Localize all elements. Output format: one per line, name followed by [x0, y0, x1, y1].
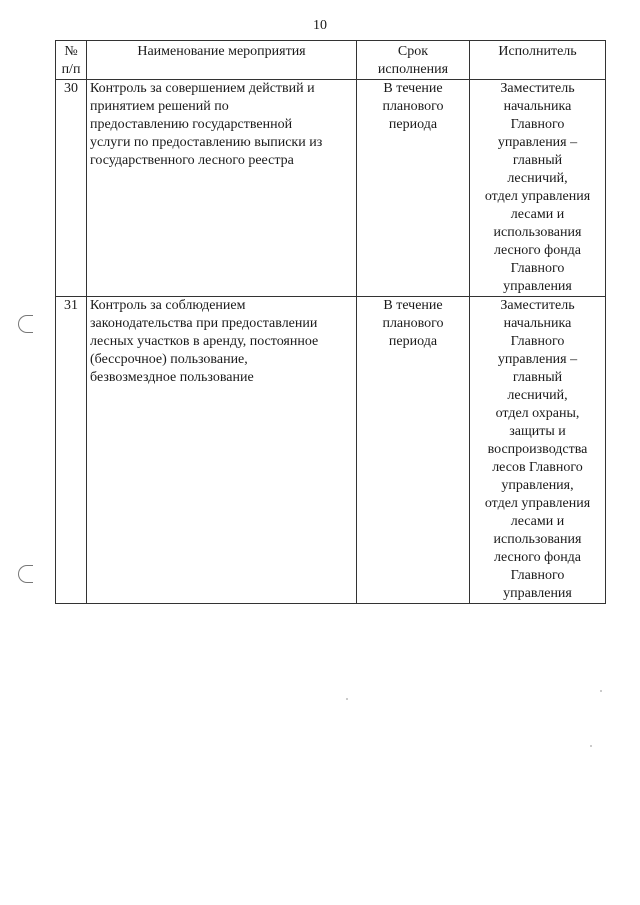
activity-name [87, 297, 357, 604]
activity-executor-line: лесного фонда [493, 243, 582, 258]
activity-name-line: предоставлению государственной [90, 117, 293, 132]
table-header-row [56, 41, 606, 80]
punch-hole-mark [18, 315, 33, 333]
activity-executor-line: отдел охраны, [495, 406, 580, 421]
activity-term-line: В течение [383, 81, 443, 96]
activity-executor-line: управления [503, 279, 572, 294]
activity-name-line: (бессрочное) пользование, [90, 352, 248, 367]
header-executor-line: Исполнитель [498, 44, 577, 59]
header-number-line: № [64, 44, 78, 59]
row-number: 31 [56, 297, 87, 604]
punch-hole-mark [18, 565, 33, 583]
header-number [56, 41, 87, 80]
activity-executor-line: защиты и [509, 424, 566, 439]
activity-executor-line: Главного [510, 261, 565, 276]
header-term [357, 41, 470, 80]
activity-executor-line: лесами и [510, 514, 565, 529]
activity-executor-line: Заместитель [500, 81, 575, 96]
row-number: 30 [56, 80, 87, 297]
activity-executor-line: лесничий, [507, 388, 568, 403]
header-term-line: Срок [397, 44, 429, 59]
scan-speck [346, 698, 348, 700]
activity-executor-line: лесами и [510, 207, 565, 222]
activity-executor-line: использования [493, 532, 582, 547]
activity-executor-line: воспроизводства [487, 442, 588, 457]
scan-speck [590, 745, 592, 747]
activity-executor-line: лесного фонда [493, 550, 582, 565]
activity-term [357, 297, 470, 604]
activity-executor-line: Главного [510, 117, 565, 132]
activities-table [55, 40, 606, 604]
header-number-line: п/п [61, 62, 81, 77]
activity-name-line: услуги по предоставлению выписки из [90, 135, 323, 150]
activity-name-line: Контроль за совершением действий и [90, 81, 315, 96]
activity-term-line: планового [382, 316, 444, 331]
activity-executor-line: Заместитель [500, 298, 575, 313]
activity-executor-line: главный [512, 153, 563, 168]
activity-term-line: В течение [383, 298, 443, 313]
activity-name-line: принятием решений по [90, 99, 229, 114]
activity-executor-line: лесничий, [507, 171, 568, 186]
activity-name-line: законодательства при предоставлении [90, 316, 318, 331]
table-row [56, 297, 606, 604]
table-row [56, 80, 606, 297]
activity-executor-line: Главного [510, 568, 565, 583]
scan-speck [600, 690, 602, 692]
activity-executor-line: отдел управления [484, 189, 591, 204]
activity-executor [470, 297, 606, 604]
activity-executor-line: управления – [497, 135, 578, 150]
activity-executor-line: главный [512, 370, 563, 385]
page-number: 10 [313, 18, 327, 33]
header-activity-name-line: Наименование мероприятия [137, 44, 306, 59]
activity-name-line: лесных участков в аренду, постоянное [90, 334, 319, 349]
activity-executor-line: управления, [501, 478, 574, 493]
activity-executor-line: начальника [503, 316, 572, 331]
activity-executor-line: лесов Главного [492, 460, 583, 475]
activity-executor-line: Главного [510, 334, 565, 349]
activity-name [87, 80, 357, 297]
activity-term-line: планового [382, 99, 444, 114]
activity-name-line: государственного лесного реестра [90, 153, 294, 168]
activity-executor-line: начальника [503, 99, 572, 114]
activity-executor [470, 80, 606, 297]
activity-executor-line: отдел управления [484, 496, 591, 511]
activity-term [357, 80, 470, 297]
activity-executor-line: управления – [497, 352, 578, 367]
activity-executor-line: использования [493, 225, 582, 240]
header-activity-name [87, 41, 357, 80]
header-term-line: исполнения [377, 62, 449, 77]
activity-name-line: безвозмездное пользование [90, 370, 254, 385]
header-executor [470, 41, 606, 80]
activity-term-line: периода [388, 334, 438, 349]
activity-executor-line: управления [503, 586, 572, 601]
activity-term-line: периода [388, 117, 438, 132]
activity-name-line: Контроль за соблюдением [90, 298, 246, 313]
